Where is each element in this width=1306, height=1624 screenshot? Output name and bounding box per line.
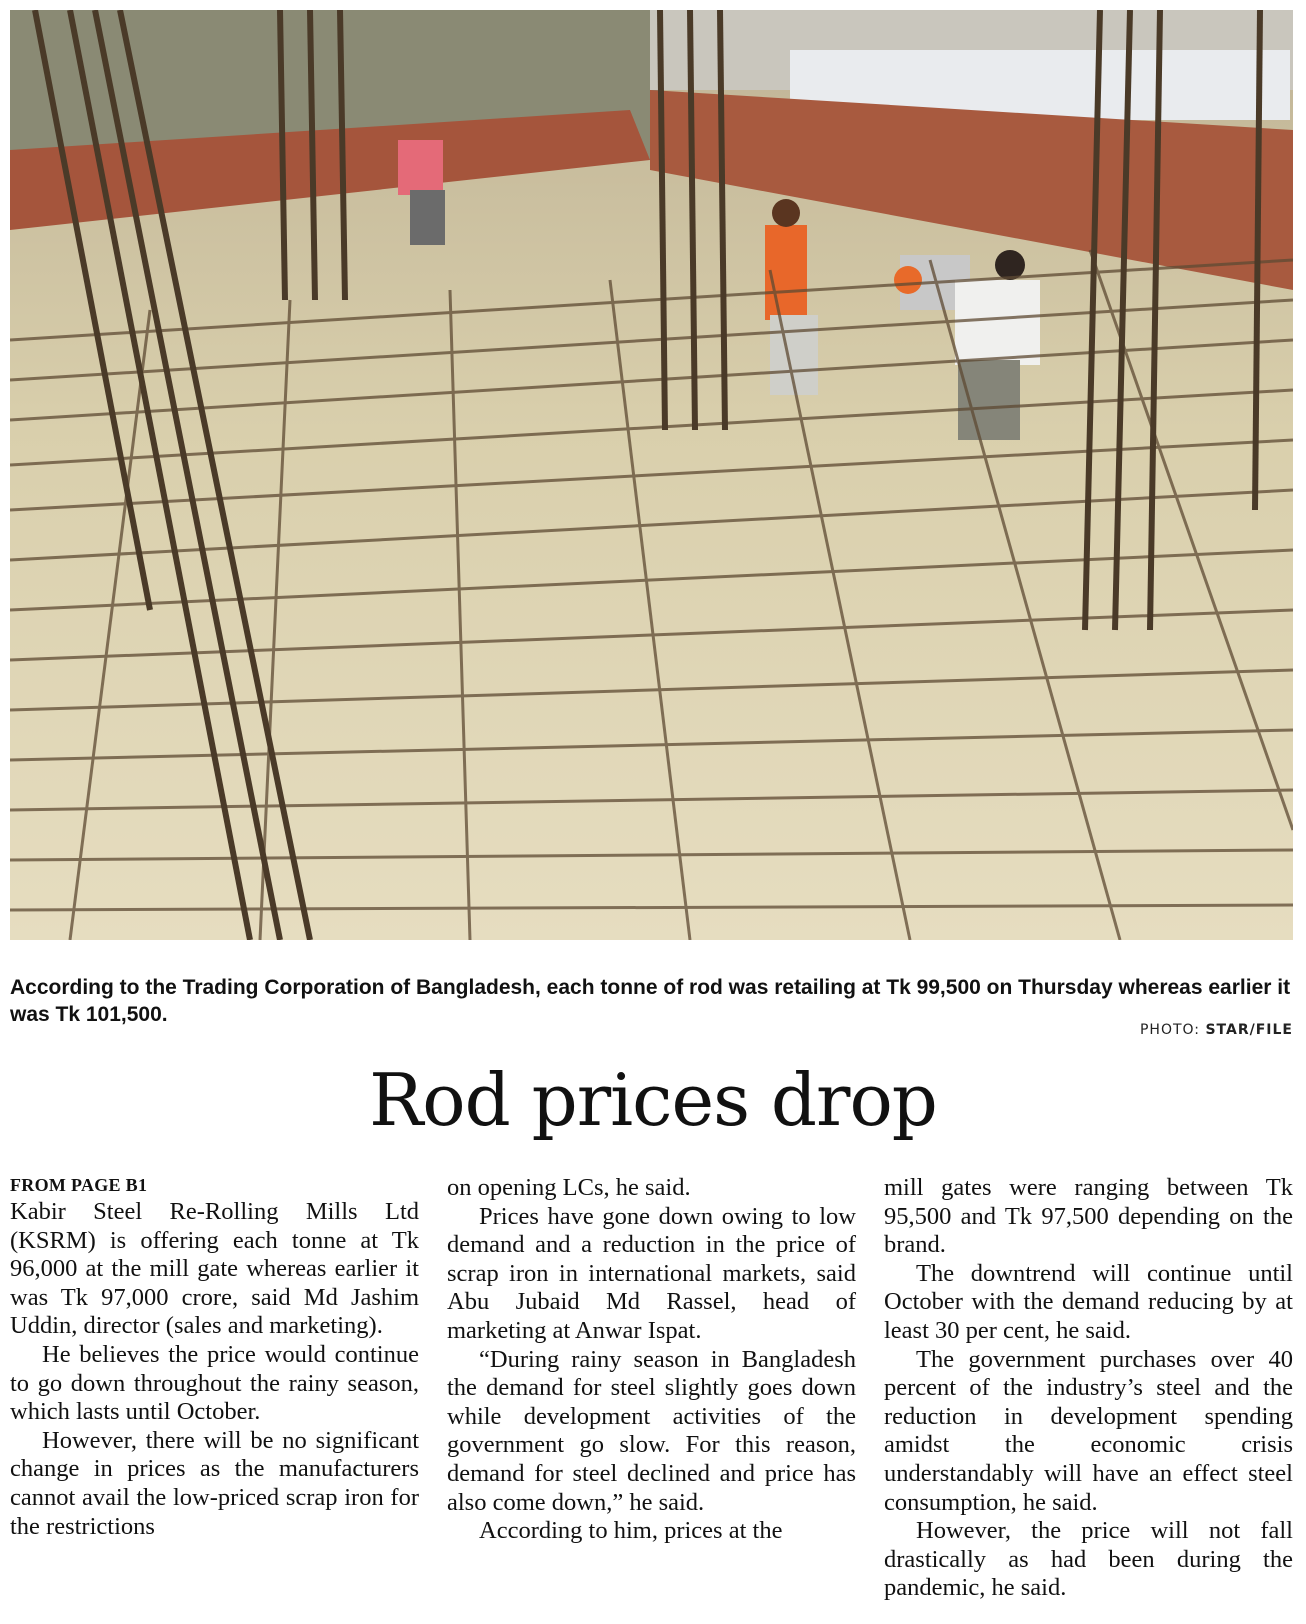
paragraph: Kabir Steel Re-Rolling Mills Ltd (KSRM) is offering each tonne at Tk 96,000 at the mill gate whereas earlier it was Tk 97,000 crore, said Md Jashim Uddin, director (sales and marketing). — [10, 1198, 419, 1340]
headline: Rod prices drop — [369, 1058, 937, 1142]
paragraph: Prices have gone down owing to low demand and a reduction in the price of scrap iron in international markets, said Abu Jubaid Md Rassel, head of marketing at Anwar Ispat. — [447, 1202, 856, 1344]
paragraph: on opening LCs, he said. — [447, 1174, 691, 1201]
paragraph: However, there will be no significant change in prices as the manufacturers cannot avail the low-priced scrap iron for the restrictions — [10, 1426, 419, 1540]
photo-credit-prefix: PHOTO: — [1139, 1022, 1206, 1038]
paragraph: According to him, prices at the — [479, 1517, 783, 1545]
paragraph: mill gates were ranging between Tk 95,500 and Tk 97,500 depending on the brand. — [884, 1174, 1293, 1259]
article-body — [10, 1174, 1293, 1614]
kicker: FROM PAGE B1 — [10, 1175, 148, 1195]
paragraph: The government purchases over 40 percent of the industry’s steel and the reduction in development spending amidst the economic crisis understandably will have an effect steel consumption, he said. — [884, 1345, 1293, 1516]
paragraph: The downtrend will continue until October with the demand reducing by at least 30 per cent, he said. — [884, 1259, 1293, 1344]
photo-credit — [1140, 1022, 1293, 1038]
article-column-3 — [884, 1174, 1293, 1603]
article-photo — [10, 10, 1293, 940]
article-column-1 — [10, 1174, 419, 1541]
photo-caption: According to the Trading Corporation of Bangladesh, each tonne of rod was retailing at Tk 99,500 on Thursday whereas earlier it was Tk 101,500. — [10, 976, 1291, 1026]
paragraph: “During rainy season in Bangladesh the demand for steel slightly goes down while development activities of the government go slow. For this reason, demand for steel declined and price has also come down,” he said. — [447, 1345, 856, 1516]
paragraph: He believes the price would continue to go down throughout the rainy season, which lasts until October. — [10, 1340, 419, 1426]
construction-rebar-photo — [10, 10, 1293, 940]
photo-credit-source: STAR/FILE — [1205, 1022, 1293, 1038]
paragraph: However, the price will not fall drastically as had been during the pandemic, he said. — [884, 1517, 1293, 1602]
article-column-2 — [447, 1174, 856, 1546]
